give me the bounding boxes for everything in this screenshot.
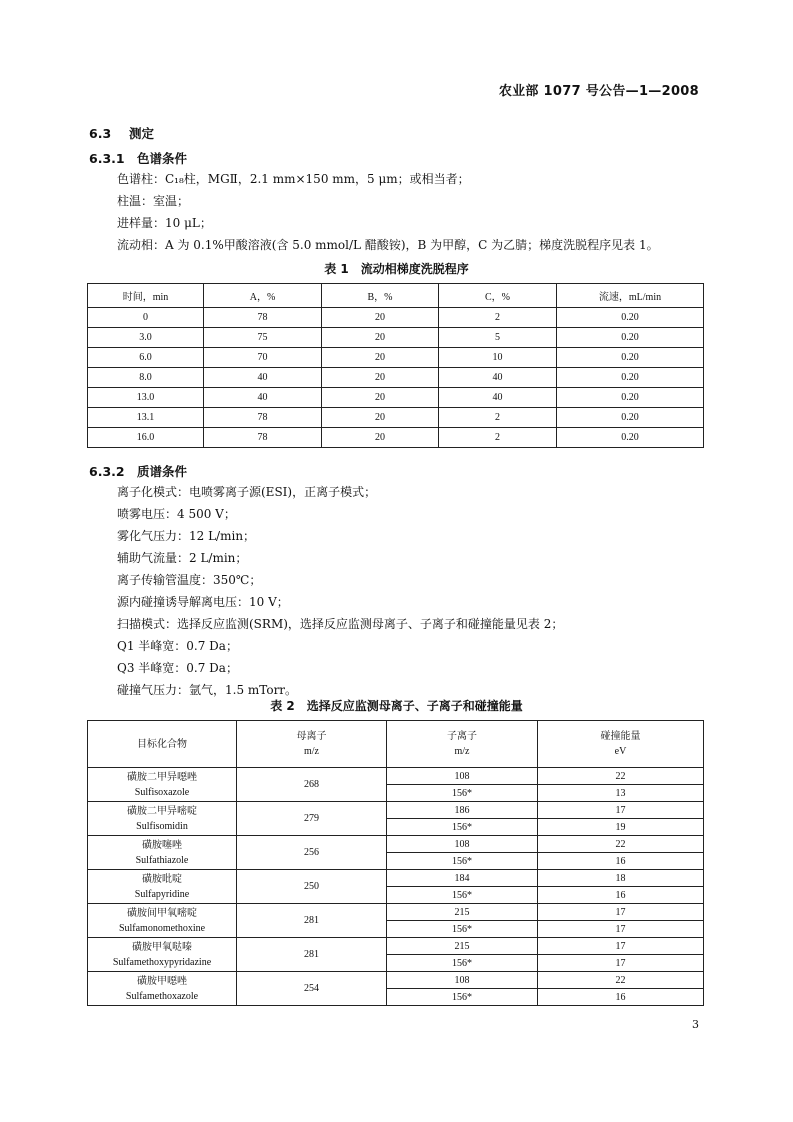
- product-ion-cell: 186: [387, 802, 538, 819]
- energy-cell: 17: [538, 938, 704, 955]
- product-ion-cell: 156*: [387, 785, 538, 802]
- table-cell: 40: [204, 388, 322, 408]
- header-label: 母离子: [296, 731, 327, 742]
- table-header-cell: 流速，mL/min: [557, 284, 704, 308]
- section-number: 6.3.2: [89, 464, 125, 479]
- table-cell: 20: [322, 348, 439, 368]
- compound-cn: 磺胺甲氧哒嗪: [132, 941, 192, 953]
- table-header-row: [88, 721, 704, 768]
- table-cell: 0.20: [557, 428, 704, 448]
- energy-cell: 17: [538, 921, 704, 938]
- product-ion-cell: 156*: [387, 853, 538, 870]
- parent-ion-cell: 254: [237, 972, 387, 1006]
- table-header-cell: C，%: [439, 284, 557, 308]
- table-cell: 78: [204, 308, 322, 328]
- ms-line: 喷雾电压：4 500 V；: [117, 507, 236, 521]
- table-row: [88, 428, 704, 448]
- table-row: [88, 368, 704, 388]
- table-cell: 20: [322, 308, 439, 328]
- chrom-line: 流动相：A 为 0.1%甲酸溶液(含 5.0 mmol/L 醋酸铵)，B 为甲醇，C 为乙腈；梯度洗脱程序见表 1。: [117, 238, 659, 252]
- table-cell: 8.0: [88, 368, 204, 388]
- table-cell: 2: [439, 308, 557, 328]
- energy-cell: 17: [538, 802, 704, 819]
- ms-line: Q1 半峰宽：0.7 Da；: [117, 639, 238, 653]
- header-label: 目标化合物: [137, 738, 187, 750]
- table-cell: 70: [204, 348, 322, 368]
- section-title: 色谱条件: [137, 151, 188, 166]
- table-cell: 20: [322, 368, 439, 388]
- chrom-line: 柱温：室温；: [117, 194, 190, 208]
- compound-cell: [88, 904, 237, 938]
- table-row: [88, 308, 704, 328]
- table-cell: 2: [439, 408, 557, 428]
- table-cell: 13.0: [88, 388, 204, 408]
- table-row: [88, 388, 704, 408]
- product-ion-cell: 108: [387, 972, 538, 989]
- energy-cell: 16: [538, 887, 704, 904]
- compound-cell: [88, 938, 237, 972]
- parent-ion-cell: 250: [237, 870, 387, 904]
- chrom-line: 进样量：10 μL；: [117, 216, 212, 230]
- table-header-row: [88, 284, 704, 308]
- table-row: [88, 768, 704, 785]
- compound-cn: 磺胺间甲氧嘧啶: [127, 907, 197, 919]
- table-header-cell: 时间，min: [88, 284, 204, 308]
- compound-en: Sulfapyridine: [134, 888, 190, 900]
- energy-cell: 22: [538, 836, 704, 853]
- table-cell: 0.20: [557, 368, 704, 388]
- product-ion-cell: 156*: [387, 887, 538, 904]
- table-row: [88, 972, 704, 989]
- table-cell: 16.0: [88, 428, 204, 448]
- table-row: [88, 938, 704, 955]
- header-label: 碰撞能量: [600, 731, 641, 742]
- compound-en: Sulfathiazole: [135, 854, 189, 866]
- table-cell: 6.0: [88, 348, 204, 368]
- energy-cell: 18: [538, 870, 704, 887]
- table-cell: 2: [439, 428, 557, 448]
- table-cell: 78: [204, 408, 322, 428]
- compound-en: Sulfamethoxypyridazine: [112, 956, 212, 968]
- table-cell: 0.20: [557, 308, 704, 328]
- table-cell: 3.0: [88, 328, 204, 348]
- compound-cn: 磺胺吡啶: [142, 873, 182, 885]
- compound-en: Sulfisoxazole: [134, 786, 190, 798]
- table-header-product: [387, 721, 538, 768]
- table-header-parent: [237, 721, 387, 768]
- parent-ion-cell: 268: [237, 768, 387, 802]
- table2-caption: 表 2 选择反应监测母离子、子离子和碰撞能量: [270, 699, 523, 713]
- table-row: [88, 408, 704, 428]
- table-cell: 0.20: [557, 388, 704, 408]
- table-header-energy: [538, 721, 704, 768]
- table-cell: 13.1: [88, 408, 204, 428]
- energy-cell: 22: [538, 768, 704, 785]
- table-cell: 40: [204, 368, 322, 388]
- table-row: [88, 904, 704, 921]
- ms-line: 离子传输管温度：350℃；: [117, 573, 262, 587]
- table-cell: 78: [204, 428, 322, 448]
- compound-cn: 磺胺噻唑: [142, 839, 182, 851]
- table-cell: 40: [439, 368, 557, 388]
- section-title: 测定: [129, 126, 155, 141]
- ms-line: 源内碰撞诱导解离电压：10 V；: [117, 595, 289, 609]
- energy-cell: 17: [538, 955, 704, 972]
- section-6-3-1-heading: [89, 149, 187, 167]
- product-ion-cell: 215: [387, 904, 538, 921]
- parent-ion-cell: 281: [237, 904, 387, 938]
- header-label: 子离子: [447, 731, 477, 742]
- table-cell: 40: [439, 388, 557, 408]
- chrom-line: 色谱柱：C₁₈柱，MGⅡ，2.1 mm×150 mm，5 μm；或相当者；: [117, 172, 470, 186]
- parent-ion-cell: 281: [237, 938, 387, 972]
- table1-caption: 表 1 流动相梯度洗脱程序: [324, 262, 469, 276]
- product-ion-cell: 156*: [387, 955, 538, 972]
- ms-line: 扫描模式：选择反应监测(SRM)，选择反应监测母离子、子离子和碰撞能量见表 2；: [117, 617, 564, 631]
- compound-cell: [88, 768, 237, 802]
- energy-cell: 17: [538, 904, 704, 921]
- product-ion-cell: 156*: [387, 819, 538, 836]
- table-cell: 0.20: [557, 348, 704, 368]
- ms-line: 雾化气压力：12 L/min；: [117, 529, 256, 543]
- compound-cell: [88, 870, 237, 904]
- table-cell: 0.20: [557, 408, 704, 428]
- page-number: 3: [692, 1018, 699, 1031]
- energy-cell: 22: [538, 972, 704, 989]
- section-number: 6.3.1: [89, 151, 125, 166]
- compound-en: Sulfisomidin: [136, 820, 188, 832]
- srm-table: [87, 720, 704, 1006]
- section-title: 质谱条件: [137, 464, 188, 479]
- gradient-table: [87, 283, 704, 448]
- product-ion-cell: 156*: [387, 921, 538, 938]
- header-unit: m/z: [454, 746, 470, 757]
- table-cell: 0.20: [557, 328, 704, 348]
- header-unit: eV: [614, 746, 627, 757]
- product-ion-cell: 108: [387, 768, 538, 785]
- parent-ion-cell: 279: [237, 802, 387, 836]
- ms-line: Q3 半峰宽：0.7 Da；: [117, 661, 238, 675]
- compound-en: Sulfamethoxazole: [125, 990, 199, 1002]
- compound-cell: [88, 836, 237, 870]
- running-header: 农业部 1077 号公告—1—2008: [498, 84, 699, 99]
- energy-cell: 16: [538, 989, 704, 1006]
- section-6-3-2-heading: [89, 462, 187, 480]
- energy-cell: 19: [538, 819, 704, 836]
- table-cell: 5: [439, 328, 557, 348]
- compound-cell: [88, 972, 237, 1006]
- compound-cn: 磺胺甲噁唑: [137, 975, 187, 987]
- table-row: [88, 836, 704, 853]
- product-ion-cell: 184: [387, 870, 538, 887]
- ms-line: 碰撞气压力：氩气，1.5 mTorr。: [117, 683, 298, 697]
- table-cell: 20: [322, 408, 439, 428]
- table-row: [88, 328, 704, 348]
- header-unit: m/z: [304, 746, 319, 757]
- table-header-cell: A，%: [204, 284, 322, 308]
- product-ion-cell: 215: [387, 938, 538, 955]
- ms-line: 离子化模式：电喷雾离子源(ESI)，正离子模式；: [117, 485, 377, 499]
- compound-cn: 磺胺二甲异嘧啶: [127, 805, 197, 817]
- product-ion-cell: 108: [387, 836, 538, 853]
- compound-en: Sulfamonomethoxine: [118, 922, 206, 934]
- ms-line: 辅助气流量：2 L/min；: [117, 551, 248, 565]
- table-header-compound: [88, 721, 237, 768]
- table-cell: 0: [88, 308, 204, 328]
- product-ion-cell: 156*: [387, 989, 538, 1006]
- section-6-3-heading: [89, 124, 154, 142]
- table-cell: 10: [439, 348, 557, 368]
- table-row: [88, 348, 704, 368]
- table-cell: 20: [322, 328, 439, 348]
- section-number: 6.3: [89, 126, 112, 141]
- energy-cell: 13: [538, 785, 704, 802]
- parent-ion-cell: 256: [237, 836, 387, 870]
- energy-cell: 16: [538, 853, 704, 870]
- table-cell: 20: [322, 388, 439, 408]
- compound-cell: [88, 802, 237, 836]
- table-row: [88, 802, 704, 819]
- table-cell: 75: [204, 328, 322, 348]
- table-cell: 20: [322, 428, 439, 448]
- table-row: [88, 870, 704, 887]
- table-header-cell: B，%: [322, 284, 439, 308]
- compound-cn: 磺胺二甲异噁唑: [127, 771, 197, 783]
